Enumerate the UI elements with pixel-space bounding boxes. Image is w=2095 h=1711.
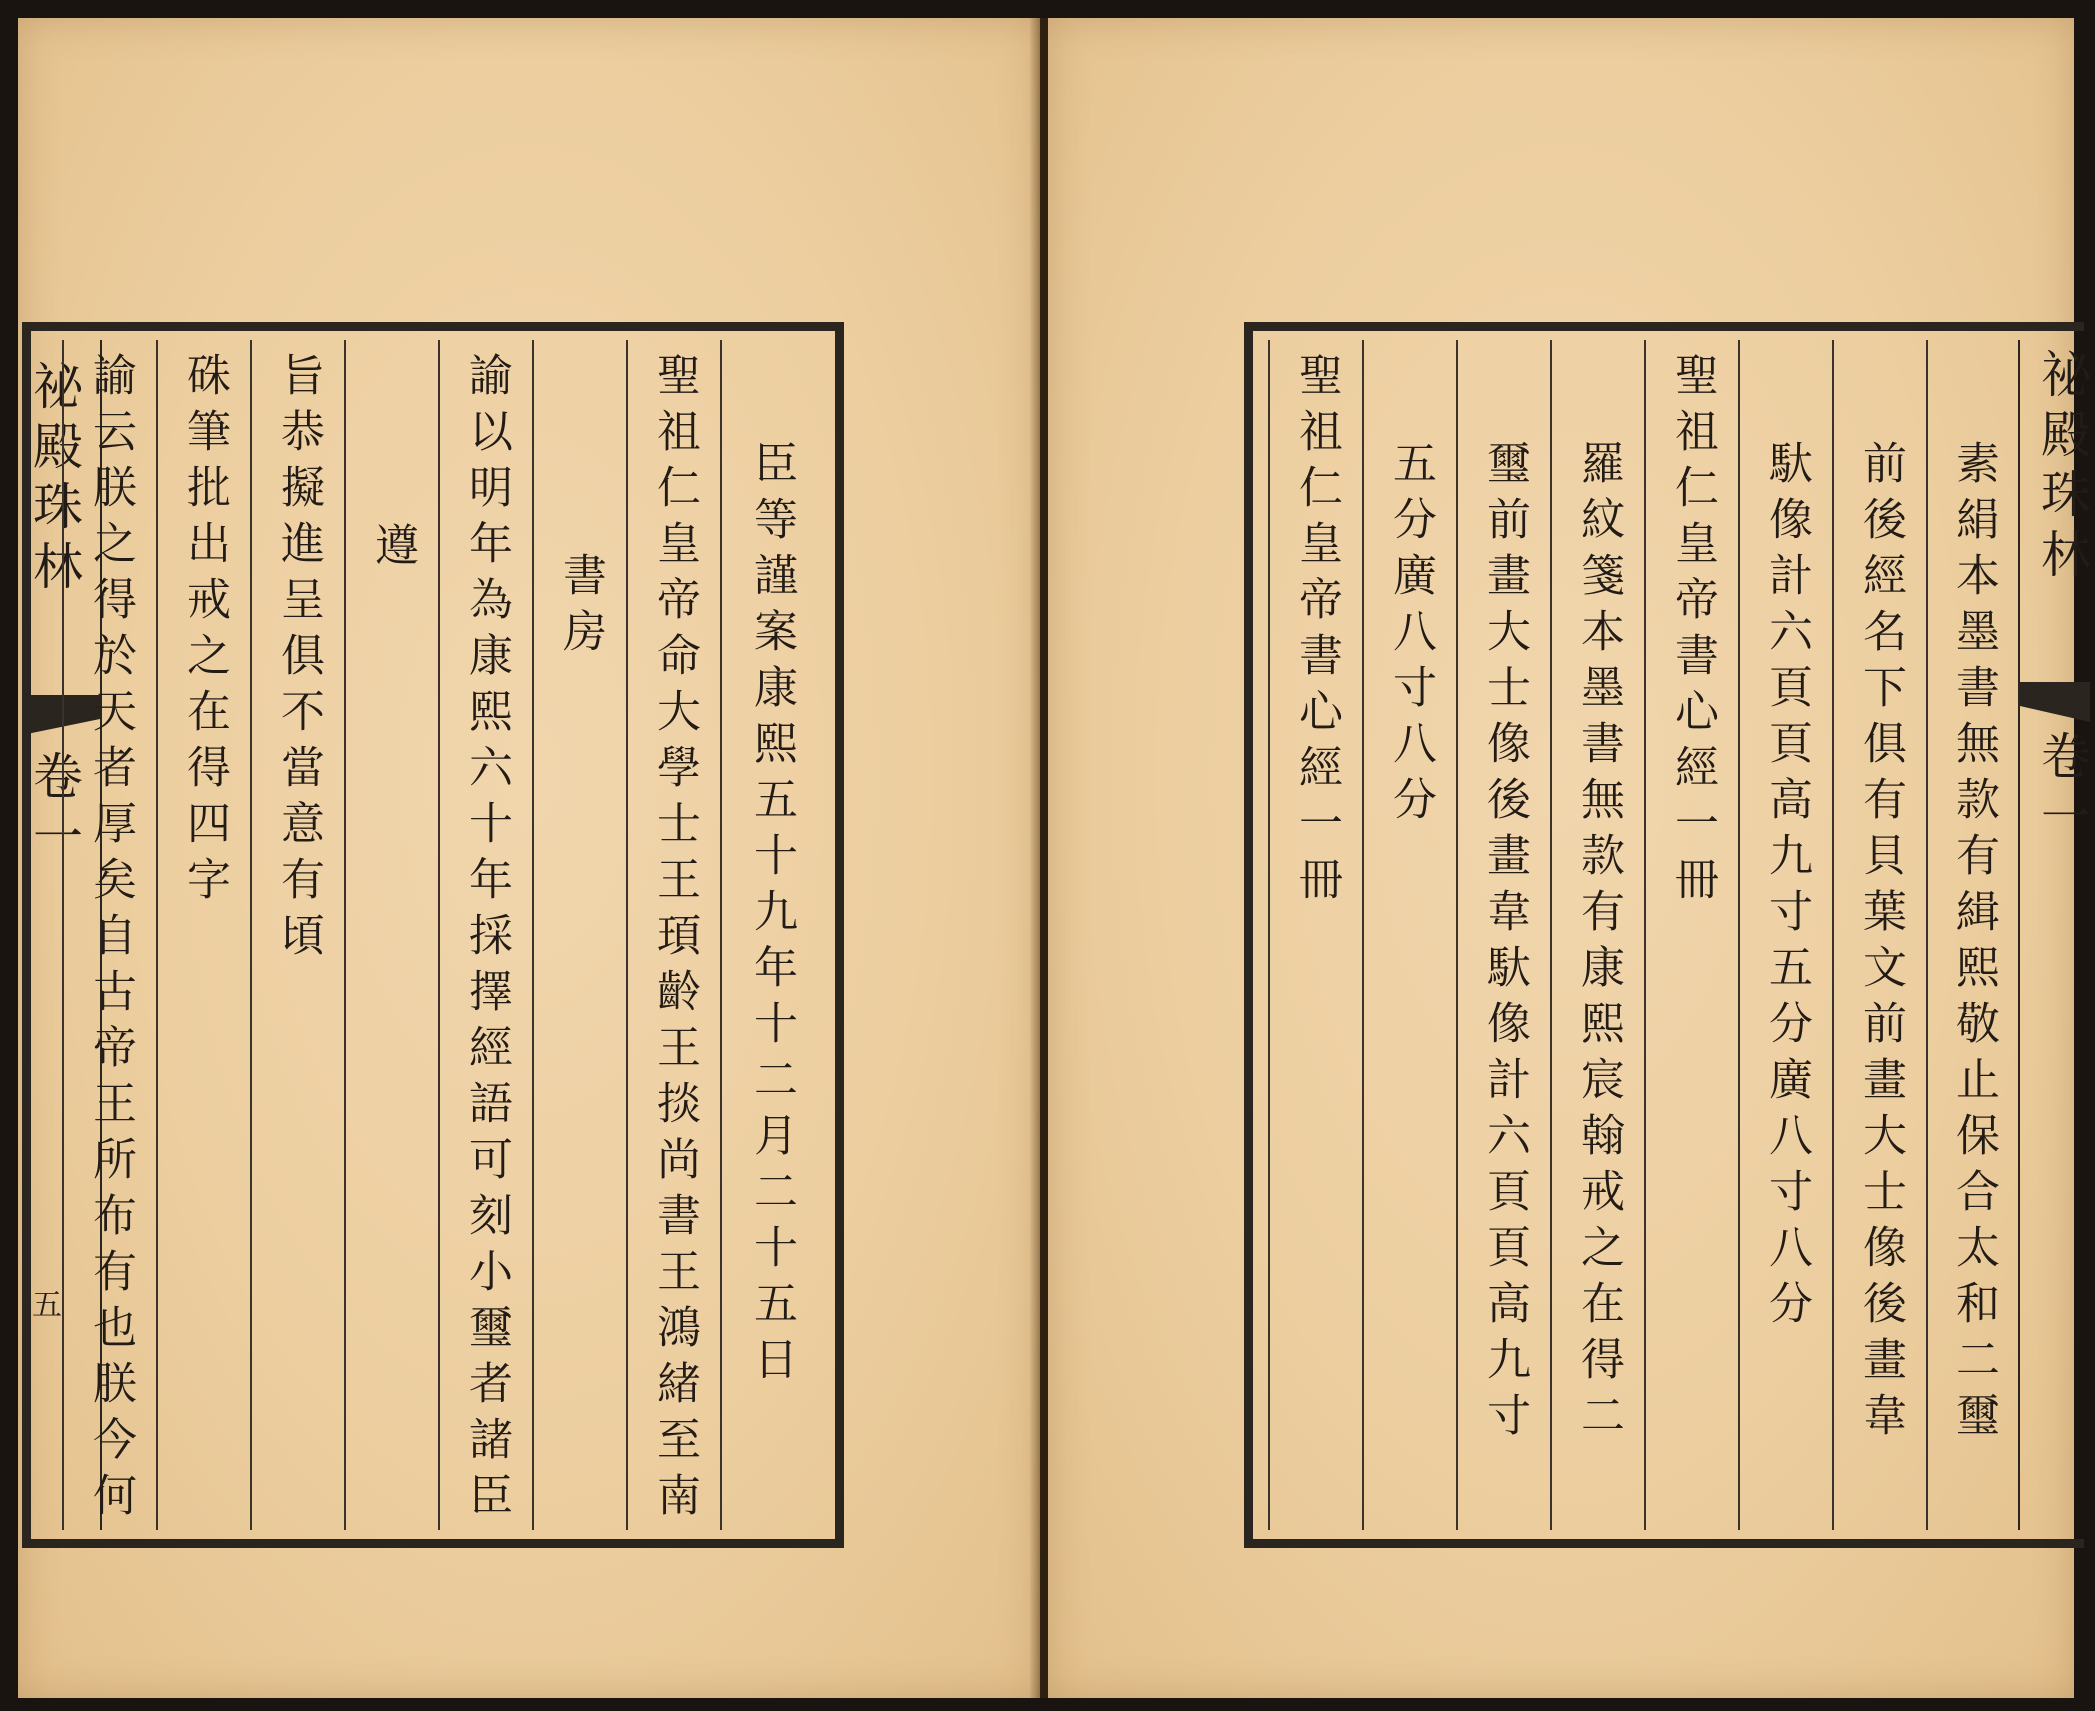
right-center-strip <box>2018 340 2091 1530</box>
right-strip-volume: 卷一 <box>2033 730 2091 850</box>
left-col-7-text: 硃筆批出戒之在得四字 <box>179 352 230 912</box>
left-col-8 <box>62 340 156 1530</box>
right-col-1-text: 素絹本墨書無款有緝熙敬止保合太和二璽 <box>1948 440 1999 1448</box>
left-strip-title: 祕殿珠林 <box>25 360 83 600</box>
left-columns <box>85 340 820 1530</box>
right-col-5-text: 羅紋箋本墨書無款有康熙宸翰戒之在得二 <box>1573 440 1624 1448</box>
left-col-2 <box>626 340 720 1530</box>
left-col-5 <box>344 340 438 1530</box>
left-col-6 <box>250 340 344 1530</box>
left-col-4-text: 諭以明年為康熙六十年採擇經語可刻小璽者諸臣 <box>461 352 512 1528</box>
left-col-3 <box>532 340 626 1530</box>
right-strip-title: 祕殿珠林 <box>2033 348 2091 588</box>
right-col-4-text: 聖祖仁皇帝書心經一冊 <box>1667 352 1718 912</box>
right-col-7 <box>1362 340 1456 1530</box>
right-col-5 <box>1550 340 1644 1530</box>
left-col-3-text: 書房 <box>555 552 606 664</box>
left-col-4 <box>438 340 532 1530</box>
right-col-2-text: 前後經名下俱有貝葉文前畫大士像後畫韋 <box>1855 440 1906 1448</box>
left-col-8-text: 諭云朕之得於天者厚矣自古帝王所布有也朕今何 <box>85 352 136 1528</box>
right-col-2 <box>1832 340 1926 1530</box>
right-columns <box>1262 340 2018 1530</box>
right-fishtail <box>2020 682 2090 722</box>
left-col-1-text: 臣等謹案康熙五十九年十二月二十五日 <box>746 440 797 1392</box>
right-col-6 <box>1456 340 1550 1530</box>
left-strip-volume: 卷一 <box>25 750 83 870</box>
right-col-1 <box>1926 340 2018 1530</box>
left-col-1 <box>720 340 820 1530</box>
right-col-3 <box>1738 340 1832 1530</box>
right-col-3-text: 馱像計六頁頁高九寸五分廣八寸八分 <box>1761 440 1812 1336</box>
left-col-6-text: 旨恭擬進呈俱不當意有頃 <box>273 352 324 968</box>
right-col-8 <box>1268 340 1362 1530</box>
left-col-2-text: 聖祖仁皇帝命大學士王頊齡王掞尚書王鴻緒至南 <box>649 352 700 1528</box>
right-col-8-text: 聖祖仁皇帝書心經一冊 <box>1291 352 1342 912</box>
left-page-number: 五 <box>32 1288 62 1323</box>
right-col-7-text: 五分廣八寸八分 <box>1385 440 1436 832</box>
right-col-4 <box>1644 340 1738 1530</box>
right-col-9 <box>1244 340 1268 1530</box>
left-col-7 <box>156 340 250 1530</box>
right-col-6-text: 璽前畫大士像後畫韋馱像計六頁頁高九寸 <box>1479 440 1530 1448</box>
left-col-5-text: 遵 <box>367 522 418 578</box>
